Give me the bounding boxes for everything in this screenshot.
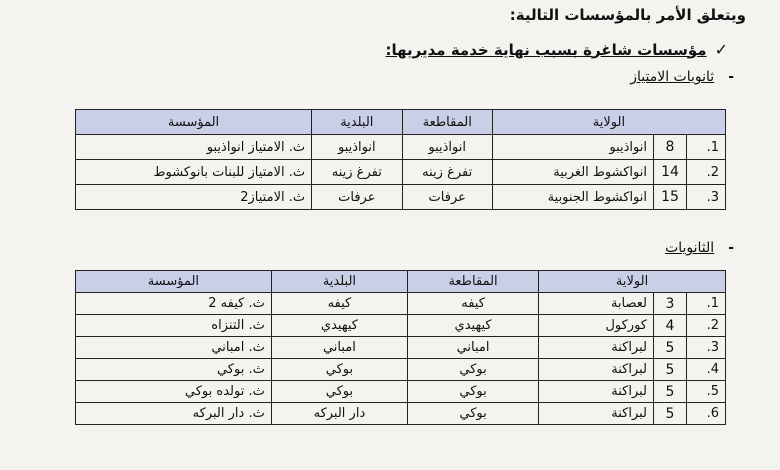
institution-cell: ث. الامتياز انواذيبو xyxy=(76,135,312,160)
header-institution: المؤسسة xyxy=(76,110,312,135)
institution-cell: ث. بوكي xyxy=(76,359,272,381)
subheading-excellence xyxy=(630,69,734,85)
wilaya-cell: لعصابة xyxy=(539,293,654,315)
wilaya-code: 5 xyxy=(654,381,687,403)
dash-bullet: - xyxy=(728,69,734,85)
wilaya-code: 3 xyxy=(654,293,687,315)
row-number: 6. xyxy=(687,403,726,425)
table-row xyxy=(76,185,726,210)
row-number: 2. xyxy=(687,160,726,185)
wilaya-code: 5 xyxy=(654,359,687,381)
institution-cell: ث. الامتياز2 xyxy=(76,185,312,210)
institution-cell: ث. كيفه 2 xyxy=(76,293,272,315)
row-number: 1. xyxy=(687,293,726,315)
row-number: 3. xyxy=(687,185,726,210)
wilaya-code: 14 xyxy=(654,160,687,185)
moughataa-cell: كيهيدي xyxy=(408,315,539,337)
moughataa-cell: عرفات xyxy=(402,185,492,210)
table-body xyxy=(76,293,726,425)
wilaya-cell: لبراكنة xyxy=(539,403,654,425)
baladiya-cell: كيهيدي xyxy=(271,315,407,337)
baladiya-cell: دار البركه xyxy=(271,403,407,425)
table-row xyxy=(76,293,726,315)
table-row xyxy=(76,337,726,359)
section-title: مؤسسات شاغرة بسبب نهاية خدمة مديريها: xyxy=(385,40,707,59)
header-wilaya: الولاية xyxy=(492,110,725,135)
wilaya-cell: انواكشوط الجنوبية xyxy=(492,185,653,210)
excellence-schools-table xyxy=(75,109,726,210)
moughataa-cell: بوكي xyxy=(408,403,539,425)
table-row xyxy=(76,315,726,337)
baladiya-cell: انواذيبو xyxy=(312,135,402,160)
dash-bullet: - xyxy=(728,240,734,256)
baladiya-cell: امباني xyxy=(271,337,407,359)
moughataa-cell: بوكي xyxy=(408,381,539,403)
subheading-secondary xyxy=(665,240,734,256)
header-baladiya: البلدية xyxy=(312,110,402,135)
wilaya-cell: كوركول xyxy=(539,315,654,337)
wilaya-code: 8 xyxy=(654,135,687,160)
wilaya-cell: لبراكنة xyxy=(539,337,654,359)
wilaya-cell: انواذيبو xyxy=(492,135,653,160)
institution-cell: ث. امباني xyxy=(76,337,272,359)
subheading-text: ثانويات الامتياز xyxy=(630,69,715,85)
moughataa-cell: كيفه xyxy=(408,293,539,315)
header-institution: المؤسسة xyxy=(76,271,272,293)
header-baladiya: البلدية xyxy=(271,271,407,293)
table-row xyxy=(76,403,726,425)
table-row xyxy=(76,160,726,185)
header-wilaya: الولاية xyxy=(539,271,726,293)
table-header-row xyxy=(76,110,726,135)
institution-cell: ث. تولده بوكي xyxy=(76,381,272,403)
institution-cell: ث. الامتياز للبنات بانوكشوط xyxy=(76,160,312,185)
institution-cell: ث. التنزاه xyxy=(76,315,272,337)
row-number: 2. xyxy=(687,315,726,337)
wilaya-cell: لبراكنة xyxy=(539,381,654,403)
wilaya-code: 15 xyxy=(654,185,687,210)
baladiya-cell: بوكي xyxy=(271,381,407,403)
baladiya-cell: تفرغ زينه xyxy=(312,160,402,185)
row-number: 1. xyxy=(687,135,726,160)
subheading-text: الثانويات xyxy=(665,240,715,256)
moughataa-cell: امباني xyxy=(408,337,539,359)
baladiya-cell: عرفات xyxy=(312,185,402,210)
institution-cell: ث. دار البركه xyxy=(76,403,272,425)
wilaya-code: 4 xyxy=(654,315,687,337)
row-number: 3. xyxy=(687,337,726,359)
moughataa-cell: بوكي xyxy=(408,359,539,381)
wilaya-code: 5 xyxy=(654,337,687,359)
table-row xyxy=(76,135,726,160)
moughataa-cell: تفرغ زينه xyxy=(402,160,492,185)
header-moughataa: المقاطعة xyxy=(402,110,492,135)
wilaya-code: 5 xyxy=(654,403,687,425)
row-number: 5. xyxy=(687,381,726,403)
table-row xyxy=(76,381,726,403)
section-heading xyxy=(386,40,728,59)
row-number: 4. xyxy=(687,359,726,381)
table-row xyxy=(76,359,726,381)
wilaya-cell: لبراكنة xyxy=(539,359,654,381)
moughataa-cell: انواذيبو xyxy=(402,135,492,160)
baladiya-cell: بوكي xyxy=(271,359,407,381)
header-moughataa: المقاطعة xyxy=(408,271,539,293)
check-icon: ✓ xyxy=(714,40,728,59)
intro-text: ويتعلق الأمر بالمؤسسات التالية: xyxy=(509,6,746,24)
secondary-schools-table xyxy=(75,270,726,425)
table-header-row xyxy=(76,271,726,293)
baladiya-cell: كيفه xyxy=(271,293,407,315)
wilaya-cell: انواكشوط الغربية xyxy=(492,160,653,185)
table-body xyxy=(76,135,726,210)
